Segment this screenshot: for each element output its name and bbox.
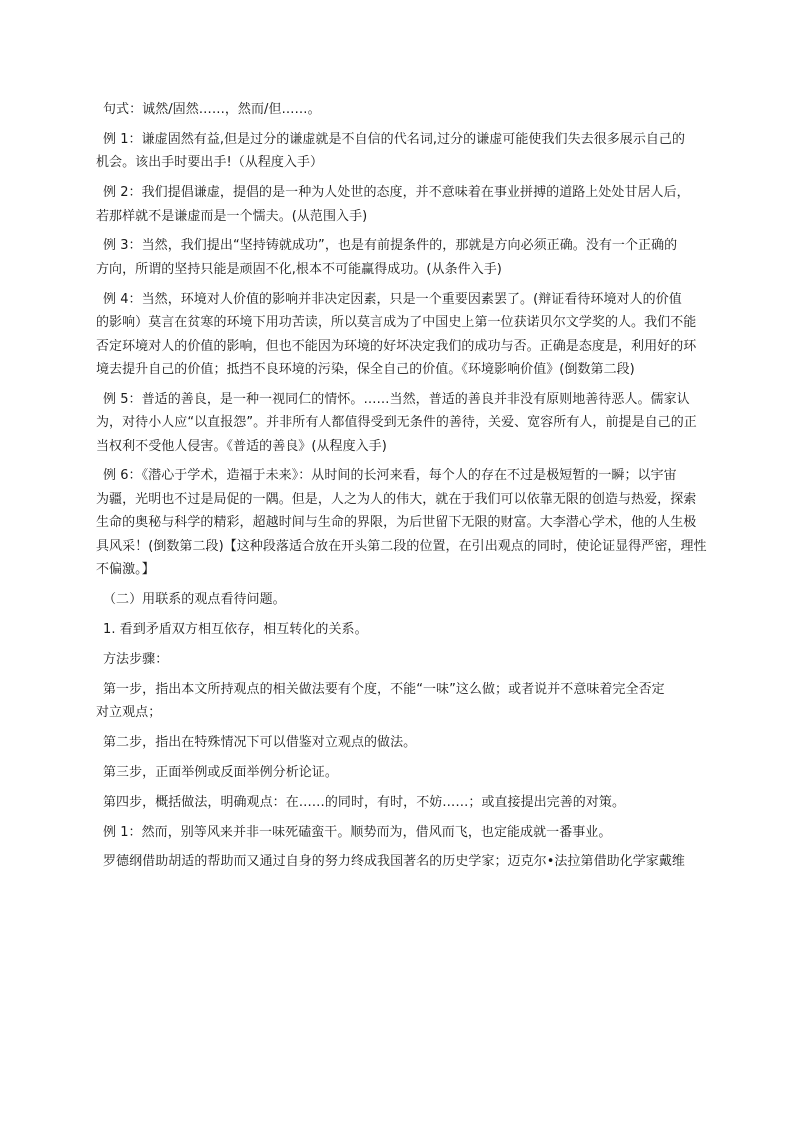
- step-4: [96, 791, 710, 814]
- text-line: 机会。该出手时要出手!（从程度入手）: [96, 155, 324, 171]
- text-line: 第三步，正面举例或反面举例分析论证。: [103, 764, 338, 780]
- paragraph-example-5: [96, 388, 710, 458]
- text-line: 例 6：《潜心于学术，造福于未来》：从时间的长河来看，每个人的存在不过是极短暂的一瞬；以宇宙: [103, 468, 677, 484]
- paragraph-example-2: [96, 181, 710, 228]
- text-line: 例 5：普适的善良，是一种一视同仁的情怀。……当然，普适的善良并非没有原则地善待恶人。儒家认: [103, 391, 690, 407]
- text-line: 例 1：然而，别等风来并非一味死磕蛮干。顺势而为，借风而飞，也定能成就一番事业。: [103, 824, 612, 840]
- text-line: 罗德纲借助胡适的帮助而又通过自身的努力终成我国著名的历史学家；迈克尔•法拉第借助化学家戴维: [103, 854, 685, 870]
- point-heading: [96, 618, 710, 641]
- text-line: 生命的奥秘与科学的精彩，超越时间与生命的界限，为后世留下无限的财富。大李潜心学术，他的人生极: [96, 515, 697, 531]
- text-line: 第二步，指出在特殊情况下可以借鉴对立观点的做法。: [103, 734, 417, 750]
- step-1: [96, 678, 710, 725]
- paragraph-sentence-pattern: [96, 98, 710, 121]
- text-line: 为，对待小人应“以直报怨”。并非所有人都值得受到无条件的善待，关爱、宽容所有人，前提是自己的正: [96, 415, 697, 431]
- text-line: 若那样就不是谦虚而是一个懦夫。(从范围入手): [96, 208, 368, 224]
- text-line: 否定环境对人的价值的影响，但也不能因为环境的好坏决定我们的成功与否。正确是态度是，利用好的环: [96, 338, 697, 354]
- text-line: 当权利不受他人侵害。《普适的善良》(从程度入手): [96, 438, 387, 454]
- text-line: 例 1：谦虚固然有益,但是过分的谦虚就是不自信的代名词,过分的谦虚可能使我们失去很多展示自己的: [103, 131, 686, 147]
- paragraph-example-4: [96, 288, 710, 382]
- heading-text: （二）用联系的观点看待问题。: [103, 591, 286, 607]
- text-line: 境去提升自己的价值；抵挡不良环境的污染，保全自己的价值。《环境影响价值》(倒数第二段): [96, 361, 635, 377]
- text-line: 第一步，指出本文所持观点的相关做法要有个度，不能“一味”这么做；或者说并不意味着完全否定: [103, 681, 665, 697]
- document-body: [96, 98, 710, 874]
- example-b1-continued: [96, 850, 710, 873]
- text-line: 不偏激。】: [96, 562, 155, 578]
- step-3: [96, 761, 710, 784]
- example-b1: [96, 821, 710, 844]
- section-heading: [96, 588, 710, 611]
- text-line: 例 4：当然，环境对人价值的影响并非决定因素，只是一个重要因素罢了。(辩证看待环境对人的价值: [103, 291, 682, 307]
- text-line: 例 2：我们提倡谦虚，提倡的是一种为人处世的态度，并不意味着在事业拼搏的道路上处处甘居人后，: [103, 185, 690, 201]
- text-line: 1. 看到矛盾双方相互依存，相互转化的关系。: [103, 621, 368, 637]
- text-line: 方向，所谓的坚持只能是顽固不化,根本不可能赢得成功。(从条件入手): [96, 261, 502, 277]
- text-line: 的影响）莫言在贫寒的环境下用功苦读，所以莫言成为了中国史上第一位获诺贝尔文学奖的人。我们不能: [96, 315, 697, 331]
- paragraph-example-1: [96, 128, 710, 175]
- paragraph-example-3: [96, 234, 710, 281]
- step-2: [96, 731, 710, 754]
- text-line: 句式：诚然/固然……，然而/但……。: [103, 102, 321, 117]
- paragraph-example-6: [96, 464, 710, 581]
- text-line: 具风采！(倒数第二段)【这种段落适合放在开头第二段的位置，在引出观点的同时，使论证显得严密，理性: [96, 538, 707, 554]
- text-line: 对立观点；: [96, 704, 162, 720]
- text-line: 方法步骤：: [103, 651, 169, 667]
- text-line: 为疆，光明也不过是局促的一隅。但是，人之为人的伟大，就在于我们可以依靠无限的创造与热爱，探索: [96, 491, 697, 507]
- text-line: 第四步，概括做法，明确观点：在……的同时，有时，不妨……；或直接提出完善的对策。: [103, 794, 626, 810]
- text-line: 例 3：当然，我们提出“坚持铸就成功”，也是有前提条件的，那就是方向必须正确。没有一个正确的: [103, 238, 678, 254]
- method-steps-label: [96, 648, 710, 671]
